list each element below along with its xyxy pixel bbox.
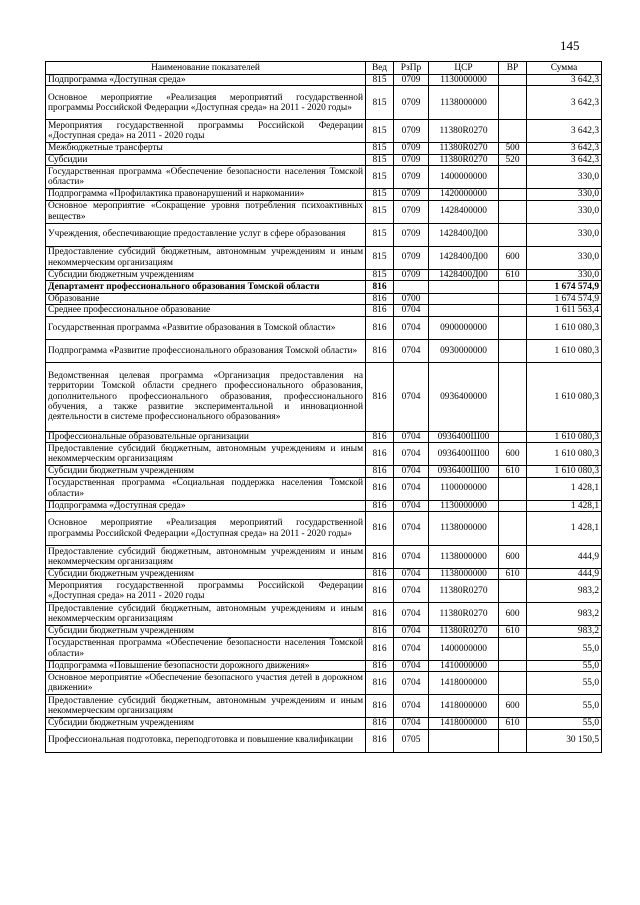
table-row <box>46 223 602 246</box>
table-row <box>46 362 602 431</box>
cell-rzpr: 0704 <box>394 626 429 637</box>
cell-ved: 816 <box>366 660 394 671</box>
cell-name: Субсидии бюджетным учреждениям <box>46 569 366 580</box>
cell-ved: 816 <box>366 316 394 339</box>
table-row <box>46 569 602 580</box>
cell-vr <box>499 431 527 442</box>
cell-rzpr: 0704 <box>394 362 429 431</box>
cell-name: Подпрограмма «Доступная среда» <box>46 75 366 86</box>
cell-rzpr: 0709 <box>394 269 429 280</box>
cell-ved: 815 <box>366 120 394 143</box>
cell-csr: 1418000000 <box>429 718 499 729</box>
cell-vr <box>499 660 527 671</box>
cell-ved: 816 <box>366 305 394 316</box>
cell-rzpr: 0709 <box>394 75 429 86</box>
cell-vr <box>499 281 527 294</box>
cell-csr <box>429 729 499 752</box>
cell-name: Субсидии бюджетным учреждениям <box>46 718 366 729</box>
cell-name: Ведомственная целевая программа «Организация предоставления на территории Томской области среднего профессионального образования, дополнительного профессионального образования, профессионального обучения, а также развитие экспериментальной и инновационной деятельности в системе профессионального образования» <box>46 362 366 431</box>
cell-sum: 55,0 <box>527 672 602 695</box>
cell-name: Субсидии бюджетным учреждениям <box>46 626 366 637</box>
cell-rzpr: 0704 <box>394 305 429 316</box>
cell-ved: 815 <box>366 223 394 246</box>
cell-sum: 55,0 <box>527 718 602 729</box>
cell-rzpr: 0704 <box>394 569 429 580</box>
cell-vr <box>499 729 527 752</box>
cell-rzpr: 0704 <box>394 660 429 671</box>
cell-csr: 11380R0270 <box>429 120 499 143</box>
cell-ved: 816 <box>366 500 394 511</box>
table-row <box>46 603 602 626</box>
cell-name: Основное мероприятие «Реализация мероприятий государственной программы Российской Федерации «Доступная среда» на 2011 - 2020 годы» <box>46 512 366 546</box>
table-row <box>46 672 602 695</box>
table-row <box>46 443 602 466</box>
cell-name: Учреждения, обеспечивающие предоставление услуг в сфере образования <box>46 223 366 246</box>
cell-ved: 816 <box>366 672 394 695</box>
table-row <box>46 339 602 362</box>
cell-sum: 3 642,3 <box>527 120 602 143</box>
table-row <box>46 269 602 280</box>
cell-csr: 1410000000 <box>429 660 499 671</box>
cell-vr <box>499 580 527 603</box>
cell-rzpr: 0709 <box>394 166 429 189</box>
cell-sum: 330,0 <box>527 189 602 200</box>
cell-csr: 11380R0270 <box>429 154 499 165</box>
cell-sum: 983,2 <box>527 626 602 637</box>
cell-name: Профессиональная подготовка, переподготовка и повышение квалификации <box>46 729 366 752</box>
cell-vr: 600 <box>499 546 527 569</box>
cell-csr: 1420000000 <box>429 189 499 200</box>
table-row <box>46 75 602 86</box>
cell-rzpr: 0709 <box>394 86 429 120</box>
cell-vr: 610 <box>499 569 527 580</box>
cell-name: Основное мероприятие «Реализация мероприятий государственной программы Российской Федерации «Доступная среда» на 2011 - 2020 годы» <box>46 86 366 120</box>
cell-ved: 816 <box>366 477 394 500</box>
cell-name: Межбюджетные трансферты <box>46 143 366 154</box>
table-row <box>46 580 602 603</box>
cell-sum: 1 674 574,9 <box>527 294 602 305</box>
cell-sum: 55,0 <box>527 695 602 718</box>
cell-ved: 816 <box>366 569 394 580</box>
cell-sum: 983,2 <box>527 603 602 626</box>
table-row <box>46 281 602 294</box>
cell-sum: 330,0 <box>527 223 602 246</box>
cell-csr: 1138000000 <box>429 569 499 580</box>
cell-rzpr: 0704 <box>394 695 429 718</box>
cell-csr: 11380R0270 <box>429 626 499 637</box>
cell-vr <box>499 86 527 120</box>
cell-sum: 1 610 080,3 <box>527 443 602 466</box>
cell-sum: 330,0 <box>527 200 602 223</box>
table-row <box>46 431 602 442</box>
cell-csr: 0900000000 <box>429 316 499 339</box>
cell-vr: 520 <box>499 154 527 165</box>
cell-csr: 1138000000 <box>429 512 499 546</box>
cell-name: Образование <box>46 294 366 305</box>
cell-rzpr: 0704 <box>394 500 429 511</box>
cell-name: Предоставление субсидий бюджетным, автономным учреждениям и иным некоммерческим организациям <box>46 246 366 269</box>
cell-rzpr: 0704 <box>394 580 429 603</box>
cell-rzpr: 0709 <box>394 223 429 246</box>
cell-ved: 816 <box>366 362 394 431</box>
table-row <box>46 86 602 120</box>
cell-csr: 1428400Д00 <box>429 246 499 269</box>
cell-name: Предоставление субсидий бюджетным, автономным учреждениям и иным некоммерческим организациям <box>46 443 366 466</box>
cell-rzpr: 0704 <box>394 316 429 339</box>
cell-sum: 983,2 <box>527 580 602 603</box>
cell-sum: 3 642,3 <box>527 154 602 165</box>
cell-vr: 610 <box>499 718 527 729</box>
cell-vr: 600 <box>499 443 527 466</box>
cell-csr <box>429 281 499 294</box>
cell-name: Подпрограмма «Развитие профессионального образования Томской области» <box>46 339 366 362</box>
cell-ved: 816 <box>366 466 394 477</box>
cell-name: Департамент профессионального образования Томской области <box>46 281 366 294</box>
cell-name: Государственная программа «Развитие образования в Томской области» <box>46 316 366 339</box>
cell-vr <box>499 223 527 246</box>
cell-ved: 816 <box>366 546 394 569</box>
cell-rzpr: 0705 <box>394 729 429 752</box>
cell-sum: 1 428,1 <box>527 500 602 511</box>
cell-ved: 815 <box>366 189 394 200</box>
cell-name: Мероприятия государственной программы Российской Федерации «Доступная среда» на 2011 - 2020 годы <box>46 580 366 603</box>
header-rzpr: РзПр <box>394 62 429 75</box>
table-row <box>46 189 602 200</box>
cell-rzpr: 0704 <box>394 546 429 569</box>
cell-rzpr: 0704 <box>394 466 429 477</box>
cell-name: Государственная программа «Социальная поддержка населения Томской области» <box>46 477 366 500</box>
cell-sum: 1 610 080,3 <box>527 362 602 431</box>
cell-vr: 610 <box>499 466 527 477</box>
cell-vr <box>499 166 527 189</box>
cell-sum: 55,0 <box>527 660 602 671</box>
cell-ved: 816 <box>366 603 394 626</box>
cell-ved: 815 <box>366 154 394 165</box>
cell-rzpr: 0704 <box>394 443 429 466</box>
table-row <box>46 626 602 637</box>
cell-sum: 1 610 080,3 <box>527 339 602 362</box>
cell-rzpr: 0709 <box>394 246 429 269</box>
cell-name: Государственная программа «Обеспечение безопасности населения Томской области» <box>46 637 366 660</box>
cell-rzpr <box>394 281 429 294</box>
cell-ved: 816 <box>366 443 394 466</box>
cell-csr: 1428400000 <box>429 200 499 223</box>
cell-csr: 0930000000 <box>429 339 499 362</box>
cell-ved: 815 <box>366 246 394 269</box>
cell-sum: 1 610 080,3 <box>527 431 602 442</box>
cell-csr: 1130000000 <box>429 75 499 86</box>
cell-name: Среднее профессиональное образование <box>46 305 366 316</box>
table-row <box>46 466 602 477</box>
cell-name: Субсидии бюджетным учреждениям <box>46 466 366 477</box>
table-row <box>46 166 602 189</box>
cell-name: Предоставление субсидий бюджетным, автономным учреждениям и иным некоммерческим организациям <box>46 603 366 626</box>
cell-csr: 11380R0270 <box>429 580 499 603</box>
cell-name: Мероприятия государственной программы Российской Федерации «Доступная среда» на 2011 - 2020 годы <box>46 120 366 143</box>
cell-ved: 816 <box>366 695 394 718</box>
cell-name: Государственная программа «Обеспечение безопасности населения Томской области» <box>46 166 366 189</box>
cell-ved: 815 <box>366 166 394 189</box>
cell-csr: 0936400Ш00 <box>429 443 499 466</box>
cell-rzpr: 0704 <box>394 339 429 362</box>
table-row <box>46 477 602 500</box>
cell-ved: 816 <box>366 580 394 603</box>
cell-vr: 500 <box>499 143 527 154</box>
cell-ved: 815 <box>366 200 394 223</box>
cell-ved: 815 <box>366 143 394 154</box>
cell-vr <box>499 189 527 200</box>
cell-csr: 0936400000 <box>429 362 499 431</box>
cell-csr: 1138000000 <box>429 86 499 120</box>
cell-ved: 816 <box>366 637 394 660</box>
cell-ved: 816 <box>366 294 394 305</box>
cell-sum: 330,0 <box>527 269 602 280</box>
page-number: 145 <box>560 38 580 53</box>
cell-rzpr: 0709 <box>394 200 429 223</box>
cell-rzpr: 0709 <box>394 154 429 165</box>
header-ved: Вед <box>366 62 394 75</box>
cell-csr: 1400000000 <box>429 637 499 660</box>
cell-sum: 3 642,3 <box>527 143 602 154</box>
cell-rzpr: 0704 <box>394 637 429 660</box>
cell-ved: 815 <box>366 75 394 86</box>
cell-ved: 815 <box>366 269 394 280</box>
cell-ved: 815 <box>366 86 394 120</box>
cell-vr: 610 <box>499 626 527 637</box>
cell-csr: 1428400Д00 <box>429 223 499 246</box>
cell-csr <box>429 294 499 305</box>
cell-csr: 1130000000 <box>429 500 499 511</box>
cell-vr <box>499 362 527 431</box>
cell-sum: 444,9 <box>527 569 602 580</box>
cell-rzpr: 0709 <box>394 143 429 154</box>
table-row <box>46 143 602 154</box>
cell-csr: 1400000000 <box>429 166 499 189</box>
cell-ved: 816 <box>366 626 394 637</box>
table-row <box>46 316 602 339</box>
cell-sum: 1 428,1 <box>527 512 602 546</box>
cell-vr <box>499 477 527 500</box>
cell-sum: 330,0 <box>527 246 602 269</box>
cell-rzpr: 0704 <box>394 477 429 500</box>
cell-ved: 816 <box>366 512 394 546</box>
cell-name: Предоставление субсидий бюджетным, автономным учреждениям и иным некоммерческим организациям <box>46 546 366 569</box>
table-row <box>46 512 602 546</box>
cell-vr <box>499 339 527 362</box>
cell-sum: 3 642,3 <box>527 86 602 120</box>
table-row <box>46 660 602 671</box>
cell-sum: 3 642,3 <box>527 75 602 86</box>
cell-vr: 600 <box>499 603 527 626</box>
cell-sum: 55,0 <box>527 637 602 660</box>
cell-rzpr: 0700 <box>394 294 429 305</box>
cell-vr <box>499 294 527 305</box>
cell-rzpr: 0709 <box>394 189 429 200</box>
table-row <box>46 246 602 269</box>
cell-sum: 1 610 080,3 <box>527 466 602 477</box>
header-vr: ВР <box>499 62 527 75</box>
cell-sum: 1 674 574,9 <box>527 281 602 294</box>
cell-sum: 30 150,5 <box>527 729 602 752</box>
cell-rzpr: 0704 <box>394 431 429 442</box>
cell-rzpr: 0704 <box>394 512 429 546</box>
cell-rzpr: 0704 <box>394 603 429 626</box>
cell-vr: 600 <box>499 695 527 718</box>
cell-name: Субсидии <box>46 154 366 165</box>
cell-name: Профессиональные образовательные организации <box>46 431 366 442</box>
table-row <box>46 546 602 569</box>
cell-rzpr: 0704 <box>394 672 429 695</box>
cell-csr: 1138000000 <box>429 546 499 569</box>
cell-vr <box>499 500 527 511</box>
cell-csr: 1100000000 <box>429 477 499 500</box>
cell-name: Предоставление субсидий бюджетным, автономным учреждениям и иным некоммерческим организациям <box>46 695 366 718</box>
cell-sum: 1 428,1 <box>527 477 602 500</box>
header-csr: ЦСР <box>429 62 499 75</box>
cell-vr <box>499 75 527 86</box>
cell-csr: 0936400Ш00 <box>429 466 499 477</box>
cell-vr <box>499 316 527 339</box>
header-sum: Сумма <box>527 62 602 75</box>
cell-name: Подпрограмма «Доступная среда» <box>46 500 366 511</box>
cell-sum: 444,9 <box>527 546 602 569</box>
cell-sum: 330,0 <box>527 166 602 189</box>
cell-vr <box>499 120 527 143</box>
cell-ved: 816 <box>366 718 394 729</box>
cell-csr: 1418000000 <box>429 695 499 718</box>
table-body <box>46 75 602 753</box>
table-row <box>46 200 602 223</box>
cell-vr <box>499 305 527 316</box>
cell-csr: 1418000000 <box>429 672 499 695</box>
cell-csr: 1428400Д00 <box>429 269 499 280</box>
cell-ved: 816 <box>366 281 394 294</box>
cell-sum: 1 610 080,3 <box>527 316 602 339</box>
table-row <box>46 718 602 729</box>
table-row <box>46 305 602 316</box>
cell-sum: 1 611 563,4 <box>527 305 602 316</box>
cell-csr: 11380R0270 <box>429 603 499 626</box>
cell-name: Основное мероприятие «Обеспечение безопасного участия детей в дорожном движении» <box>46 672 366 695</box>
table-row <box>46 695 602 718</box>
table-row <box>46 500 602 511</box>
cell-csr: 0936400Ш00 <box>429 431 499 442</box>
cell-vr <box>499 200 527 223</box>
budget-table <box>45 61 602 753</box>
header-name: Наименование показателей <box>46 62 366 75</box>
cell-ved: 816 <box>366 339 394 362</box>
table-row <box>46 729 602 752</box>
table-row <box>46 294 602 305</box>
cell-vr: 600 <box>499 246 527 269</box>
table-header <box>46 62 602 75</box>
cell-rzpr: 0709 <box>394 120 429 143</box>
cell-csr <box>429 305 499 316</box>
cell-rzpr: 0704 <box>394 718 429 729</box>
cell-csr: 11380R0270 <box>429 143 499 154</box>
cell-ved: 816 <box>366 729 394 752</box>
cell-name: Подпрограмма «Повышение безопасности дорожного движения» <box>46 660 366 671</box>
cell-name: Субсидии бюджетным учреждениям <box>46 269 366 280</box>
cell-name: Основное мероприятие «Сокращение уровня потребления психоактивных веществ» <box>46 200 366 223</box>
cell-name: Подпрограмма «Профилактика правонарушений и наркомании» <box>46 189 366 200</box>
table-row <box>46 154 602 165</box>
cell-vr: 610 <box>499 269 527 280</box>
cell-ved: 816 <box>366 431 394 442</box>
table-row <box>46 120 602 143</box>
cell-vr <box>499 672 527 695</box>
cell-vr <box>499 637 527 660</box>
table-row <box>46 637 602 660</box>
cell-vr <box>499 512 527 546</box>
